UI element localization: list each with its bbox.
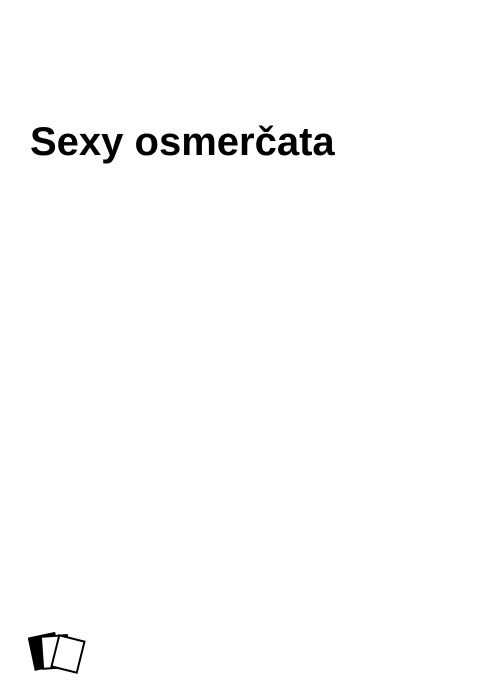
card-title: Sexy osmerčata xyxy=(30,120,335,164)
card-stack-icon xyxy=(28,628,92,678)
